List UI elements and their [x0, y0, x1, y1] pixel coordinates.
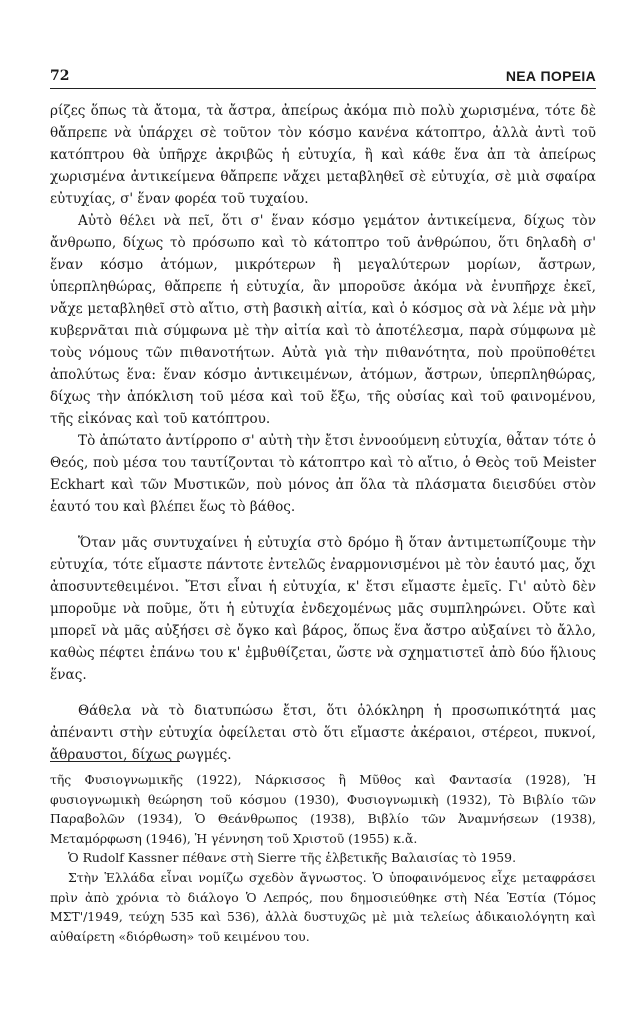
footnote: Ὁ Rudolf Kassner πέθανε στὴ Sierre τῆς ἑλβετικῆς Βαλαισίας τὸ 1959.	[68, 850, 517, 866]
page-number: 72	[50, 68, 70, 84]
running-title: ΝΕΑ ΠΟΡΕΙΑ	[505, 68, 596, 84]
footnote-separator	[50, 761, 180, 762]
footnotes	[50, 770, 596, 946]
paragraph: Θάθελα νὰ τὸ διατυπώσω ἔτσι, ὅτι ὁλόκληρη ἡ προσωπικότητά μας ἀπέναντι στὴν εὐτυχία ὀφείλεται στὸ ὅτι εἴμαστε ἀκέραιοι, στέρεοι, πυκνοί, ἄθραυστοι, δίχως ρωγμές.	[50, 703, 596, 763]
footnote: Στὴν Ἑλλάδα εἶναι νομίζω σχεδὸν ἄγνωστος. Ὁ ὑποφαινόμενος εἶχε μεταφράσει πρὶν ἀπὸ χρόνια τὸ διάλογο Ὁ Λεπρός, που δημοσιεύθηκε στὴ Νέα Ἑστία (Τόμος ΜΣΤ'/1949, τεύχη 535 καὶ 536), ἀλλὰ δυστυχῶς μὲ μιὰ τελείως ἀδικαιολόγητη καὶ αὐθαίρετη «διόρθωση» τοῦ κειμένου του.	[50, 869, 596, 944]
paragraph: Ὅταν μᾶς συντυχαίνει ἡ εὐτυχία στὸ δρόμο ἢ ὅταν ἀντιμετωπίζουμε τὴν εὐτυχία, τότε εἴμαστε πάντοτε ἐντελῶς ἐναρμονισμένοι μὲ τὸν ἑαυτό μας, ὄχι ἀποσυντεθειμένοι. Ἔτσι εἶναι ἡ εὐτυχία, κ' ἔτσι εἴμαστε ἐμεῖς. Γι' αὐτὸ δὲν μποροῦμε νὰ ποῦμε, ὅτι ἡ εὐτυχία ἐνδεχομένως μᾶς συμπληρώνει. Οὔτε καὶ μπορεῖ νὰ μᾶς αὐξήσει σὲ ὄγκο καὶ βάρος, ὅπως ἕνα ἄστρο αὐξαίνει τὸ ἄλλο, καθὼς πέφτει ἐπάνω του κ' ἐμβυθίζεται, ὥστε νὰ σχηματιστεῖ ἀπὸ δύο ἥλιους ἕνας.	[50, 535, 596, 683]
paragraph-continuation: ρίζες ὅπως τὰ ἄτομα, τὰ ἄστρα, ἀπείρως ἀκόμα πιὸ πολὺ χωρισμένα, τότε δὲ θἄπρεπε νὰ ὑπάρχει σὲ τοῦτον τὸν κόσμο κανένα κάτοπτρο, ἀλλὰ ἀντὶ τοῦ κατόπτρου θὰ ὑπῆρχε ἀκριβῶς ἡ εὐτυχία, ἢ καὶ κάθε ἕνα ἀπ τὰ ἀπείρως χωρισμένα ἀντικείμενα θἄπρεπε νἄχει μεταβληθεῖ σὲ εὐτυχία, σὲ μιὰ σφαίρα εὐτυχίας, σ' ἕναν φορέα τοῦ τυχαίου.	[50, 103, 596, 207]
paragraph: Αὐτὸ θέλει νὰ πεῖ, ὅτι σ' ἕναν κόσμο γεμάτον ἀντικείμενα, δίχως τὸν ἄνθρωπο, δίχως τὸ πρόσωπο καὶ τὸ κάτοπτρο τοῦ ἀνθρώπου, ὅτι δηλαδὴ σ' ἕναν κόσμο ἀτόμων, μικρότερων ἢ μεγαλύτερων μορίων, ἄστρων, ὑπερπληθώρας, θἄπρεπε ἡ εὐτυχία, ἂν μποροῦσε ἀκόμα νὰ ἐνυπῆρχε ἐκεῖ, νἄχε μεταβληθεῖ στὸ αἴτιο, στὴ βασικὴ αἰτία, καὶ ὁ κόσμος σὰ νὰ λέμε νὰ μὴν κυβερνᾶται πιὰ σύμφωνα μὲ τὴν αἰτία καὶ τὸ ἀποτέλεσμα, παρὰ σύμφωνα μὲ τοὺς νόμους τῶν πιθανοτήτων. Αὐτὰ γιὰ τὴν πιθανότητα, ποὺ προϋποθέτει ἀπολύτως ἕνα: ἕναν κόσμο ἀντικειμένων, ἀτόμων, ἄστρων, ὑπερπληθώρας, δίχως τὴν ἀπόκλιση τοῦ μέσα καὶ τοῦ ἔξω, τῆς οὐσίας καὶ τοῦ φαινομένου, τῆς εἰκόνας καὶ τοῦ κατόπτρου.	[50, 213, 596, 427]
page-header	[50, 68, 596, 89]
main-text	[50, 100, 596, 766]
paragraph: Τὸ ἀπώτατο ἀντίρροπο σ' αὐτὴ τὴν ἔτσι ἐννοούμενη εὐτυχία, θἆταν τότε ὁ Θεός, ποὺ μέσα του ταυτίζονται τὸ κάτοπτρο καὶ τὸ αἴτιο, ὁ Θεὸς τοῦ Meister Eckhart καὶ τῶν Μυστικῶν, ποὺ μόνος ἀπ ὅλα τὰ πλάσματα διεισδύει στὸν ἑαυτό του καὶ βλέπει ἕως τὸ βάθος.	[50, 433, 596, 515]
footnote-continuation: τῆς Φυσιογνωμικῆς (1922), Νάρκισσος ἢ Μῦθος καὶ Φαντασία (1928), Ἡ φυσιογνωμικὴ θεώρηση τοῦ κόσμου (1930), Φυσιογνωμικὴ (1932), Τὸ Βιβλίο τῶν Παραβολῶν (1934), Ὁ Θεάνθρωπος (1938), Βιβλίο τῶν Ἀναμνήσεων (1938), Μεταμόρφωση (1946), Ἡ γέννηση τοῦ Χριστοῦ (1955) κ.ἄ.	[50, 772, 596, 846]
